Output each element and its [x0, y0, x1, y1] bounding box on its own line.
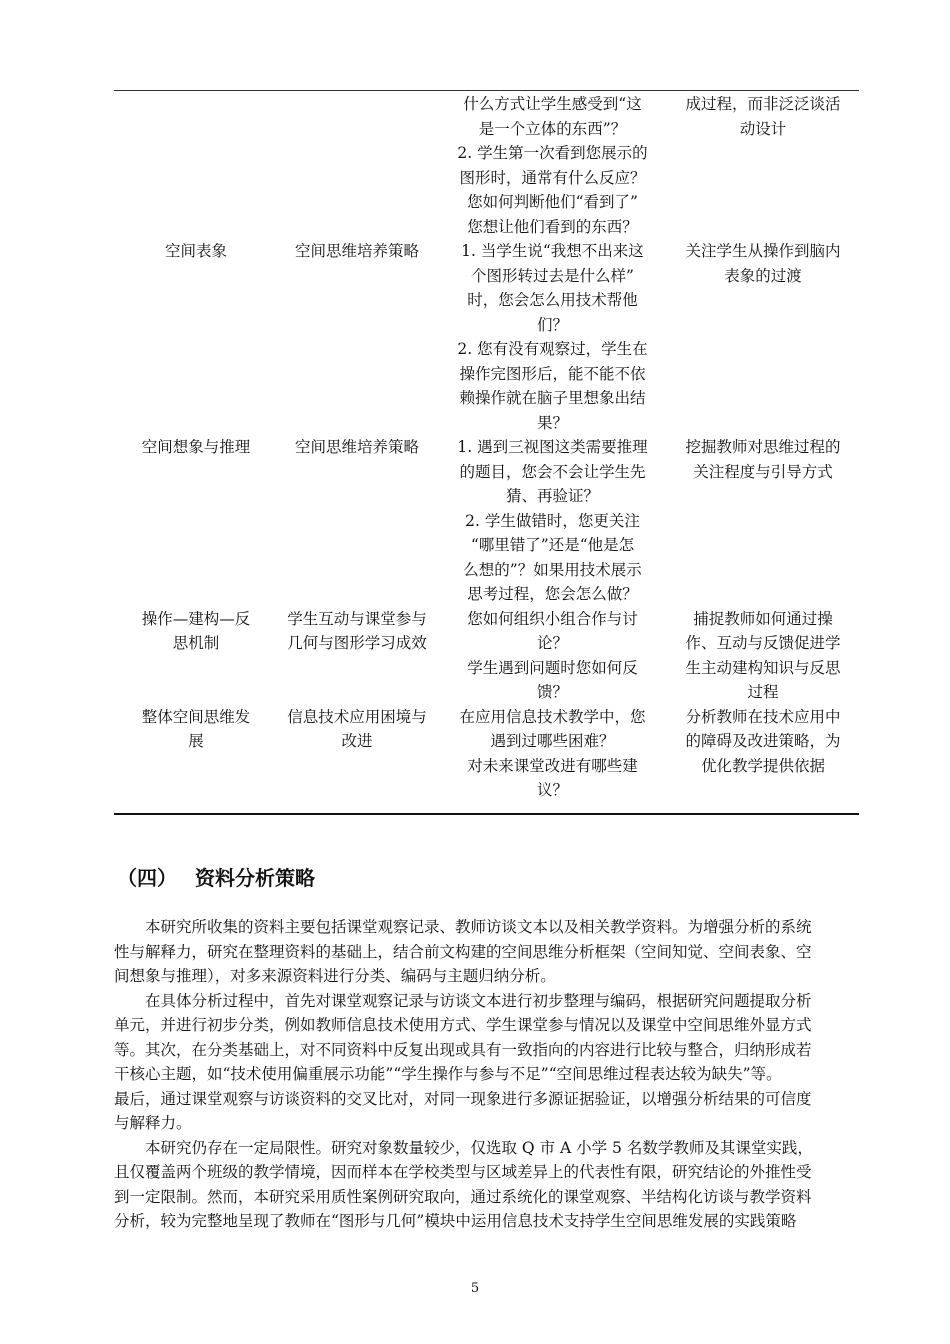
table-cell-questions: [438, 435, 655, 607]
table-cell-line: 议？: [536, 781, 568, 799]
table-cell-line: 对未来课堂改进有哪些建: [467, 756, 638, 775]
paragraph-line: 本研究仍存在一定局限性。研究对象数量较少，仅选取 Q 市 A 小学 5 名数学教师及其课堂实践，: [114, 1138, 813, 1157]
table-cell-line: 的障碍及改进策略，为: [685, 732, 841, 750]
table-cell-dimension: [114, 607, 270, 656]
table-row: [114, 705, 859, 803]
table-cell-content: [270, 705, 438, 754]
paragraph-line: 且仅覆盖两个班级的教学情境，因而样本在学校类型与区域差异上的代表性有限，研究结论的外推性受: [114, 1163, 812, 1181]
table-cell-line: 们？: [536, 315, 568, 334]
table-cell-line: 信息技术应用困境与: [287, 707, 427, 726]
table-cell-line: 操作完图形后，能不能不依: [459, 364, 646, 383]
paragraph-line: 在具体分析过程中，首先对课堂观察记录与访谈文本进行初步整理与编码，根据研究问题提取分析: [114, 991, 812, 1010]
page-number: 5: [470, 1281, 480, 1296]
table-cell-content: [270, 239, 438, 264]
section-title: 资料分析策略: [195, 866, 315, 890]
table-cell-line: 思机制: [172, 634, 220, 652]
paragraph: [114, 915, 859, 989]
table-cell-line: 思考过程，您会怎么做？: [467, 585, 638, 603]
table-cell-line: 个图形转过去是什么样”: [471, 266, 634, 285]
table-cell-line: 展: [188, 732, 204, 750]
table-cell-line: 1. 遇到三视图这类需要推理: [457, 438, 648, 456]
table-cell-line: 挖掘教师对思维过程的: [685, 438, 841, 456]
table-cell-line: 学生互动与课堂参与: [287, 609, 427, 628]
table-cell-line: 空间思维培养策略: [294, 438, 419, 456]
table-cell-line: 空间表象: [164, 242, 227, 260]
interview-outline-table: [114, 92, 859, 803]
table-cell-line: 成过程，而非泛泛谈活: [685, 95, 841, 113]
table-cell-line: 2. 学生做错时，您更关注: [465, 511, 640, 530]
table-cell-questions: [438, 92, 655, 239]
table-cell-line: 作、互动与反馈促进学: [685, 634, 841, 652]
table-cell-purpose: [655, 435, 859, 484]
paragraph-line: 分析，较为完整地呈现了教师在“图形与几何”模块中运用信息技术支持学生空间思维发展的实践策略: [114, 1212, 797, 1230]
table-cell-line: 空间想象与推理: [141, 438, 251, 456]
table-cell-dimension: [114, 239, 270, 264]
table-cell-line: 生主动建构知识与反思: [685, 658, 841, 677]
table-cell-purpose: [655, 92, 859, 141]
table-cell-content: [270, 607, 438, 656]
table-cell-line: 您想让他们看到的东西？: [467, 217, 638, 236]
table-cell-line: 么想的”？如果用技术展示: [463, 560, 642, 579]
table-cell-line: 赖操作就在脑子里想象出结: [459, 389, 646, 407]
table-row: [114, 239, 859, 435]
table-cell-purpose: [655, 239, 859, 288]
table-cell-line: 1. 当学生说“我想不出来这: [461, 242, 644, 260]
paragraph: [114, 1136, 859, 1234]
table-cell-line: 空间思维培养策略: [294, 242, 419, 260]
table-cell-line: 优化教学提供依据: [700, 756, 825, 775]
table-cell-line: 什么方式让学生感受到“这: [463, 95, 642, 113]
table-cell-line: 在应用信息技术教学中，您: [459, 707, 646, 726]
table-cell-line: 时，您会怎么用技术帮他: [467, 291, 638, 309]
section-number: （四）: [117, 866, 177, 890]
table-cell-line: 遇到过哪些困难？: [490, 732, 615, 750]
paragraph-line: 最后，通过课堂观察与访谈资料的交叉比对，对同一现象进行多源证据验证，以增强分析结果的可信度: [114, 1089, 812, 1108]
table-cell-line: 您如何判断他们“看到了”: [467, 193, 638, 211]
table-cell-purpose: [655, 705, 859, 779]
table-cell-line: 关注程度与引导方式: [693, 462, 833, 481]
table-cell-questions: [438, 607, 655, 705]
table-row: [114, 92, 859, 239]
table-row: [114, 435, 859, 607]
table-cell-line: 图形时，通常有什么反应？: [459, 168, 646, 187]
paragraph-line: 等。其次，在分类基础上，对不同资料中反复出现或具有一致指向的内容进行比较与整合，归纳形成若: [114, 1040, 812, 1059]
table-cell-line: 学生遇到问题时您如何反: [467, 658, 638, 677]
paragraph-line: 本研究所收集的资料主要包括课堂观察记录、教师访谈文本以及相关教学资料。为增强分析的系统: [114, 918, 812, 936]
paragraph-line: 与解释力。: [114, 1114, 192, 1132]
table-cell-line: 动设计: [739, 119, 787, 138]
table-cell-line: 馈？: [536, 683, 568, 701]
table-cell-line: 分析教师在技术应用中: [685, 707, 841, 726]
table-cell-line: 整体空间思维发: [141, 707, 251, 726]
table-cell-line: 关注学生从操作到脑内: [685, 242, 841, 260]
table-cell-line: 操作—建构—反: [141, 609, 251, 628]
table-cell-line: 的题目，您会不会让学生先: [459, 462, 646, 481]
table-cell-line: 过程: [747, 683, 779, 701]
table-cell-questions: [438, 705, 655, 803]
table-cell-dimension: [114, 705, 270, 754]
paragraph: [114, 989, 859, 1136]
table-cell-line: 表象的过渡: [724, 266, 802, 285]
table-cell-line: 猜、再验证？: [505, 487, 599, 505]
table-cell-line: 是一个立体的东西”？: [478, 119, 627, 138]
section-heading: [117, 864, 315, 892]
paragraph-line: 干核心主题，如“技术使用偏重展示功能”“学生操作与参与不足”“空间思维过程表达较为缺失”等。: [114, 1065, 782, 1083]
paragraph-line: 单元，并进行初步分类，例如教师信息技术使用方式、学生课堂参与情况以及课堂中空间思维外显方式: [114, 1016, 812, 1034]
table-cell-questions: [438, 239, 655, 435]
table-cell-content: [270, 435, 438, 460]
table-cell-line: 您如何组织小组合作与讨: [467, 609, 638, 628]
paragraph-line: 性与解释力，研究在整理资料的基础上，结合前文构建的空间思维分析框架（空间知觉、空间表象、空: [114, 942, 812, 961]
table-cell-line: 捕捉教师如何通过操: [693, 609, 833, 628]
table-row: [114, 607, 859, 705]
table-cell-line: 几何与图形学习成效: [287, 634, 427, 652]
table-cell-dimension: [114, 435, 270, 460]
table-top-rule: [114, 90, 859, 91]
table-cell-line: 改进: [341, 732, 373, 750]
table-cell-line: “哪里错了”还是“他是怎: [470, 536, 635, 554]
table-cell-line: 论？: [536, 634, 568, 652]
paragraph-line: 间想象与推理），对多来源资料进行分类、编码与主题归纳分析。: [114, 967, 556, 985]
table-cell-line: 2. 您有没有观察过，学生在: [457, 340, 648, 358]
paragraph-line: 到一定限制。然而，本研究采用质性案例研究取向，通过系统化的课堂观察、半结构化访谈与教学资料: [114, 1187, 812, 1206]
table-cell-purpose: [655, 607, 859, 705]
table-bottom-rule: [114, 813, 859, 815]
body-text: [114, 915, 859, 1234]
table-cell-line: 2. 学生第一次看到您展示的: [457, 144, 648, 162]
table-cell-line: 果？: [536, 413, 568, 432]
